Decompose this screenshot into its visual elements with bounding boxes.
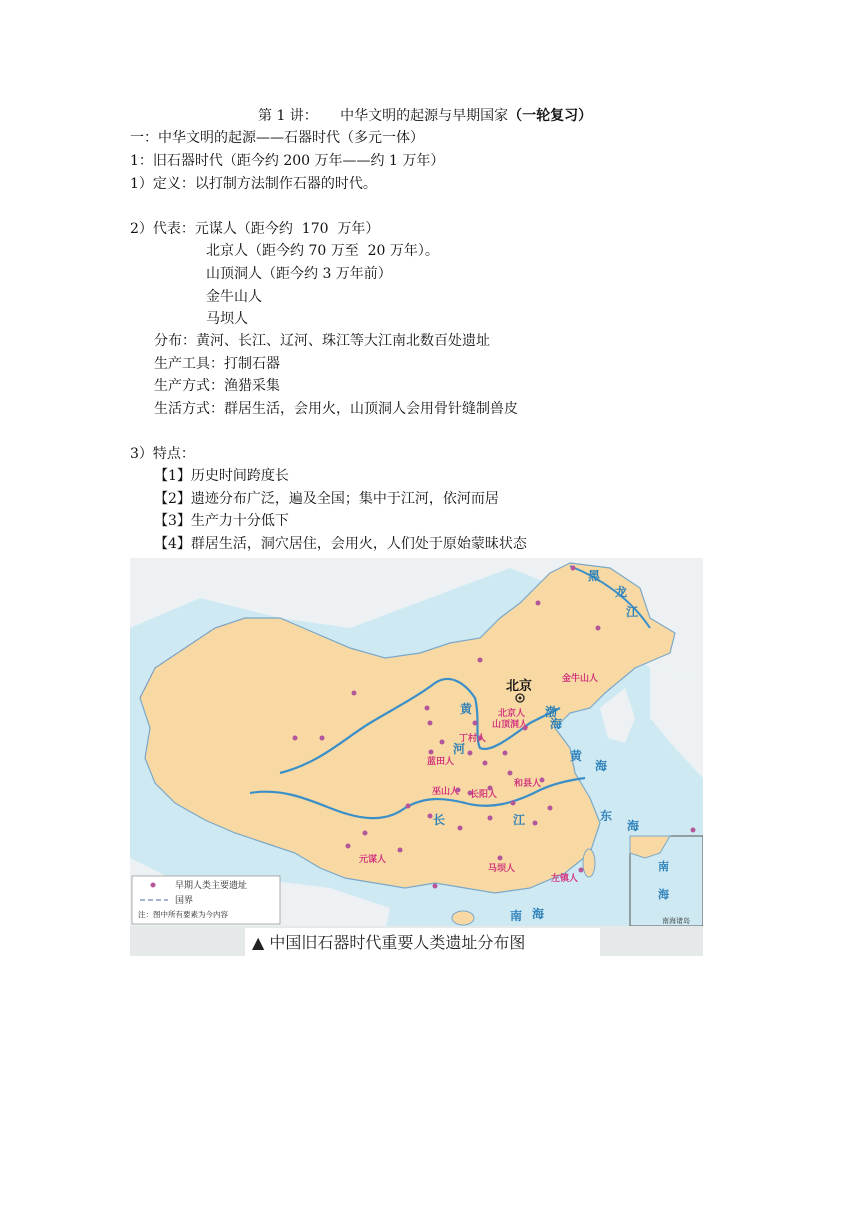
heading-origin: 一：中华文明的起源——石器时代（多元一体） [130, 130, 424, 146]
sea-label-nanhai: 海 [532, 907, 545, 921]
site-label-wushan: 巫山人 [432, 787, 460, 797]
features-heading: 3）特点： [130, 446, 195, 462]
feature-4: 【4】群居生活，洞穴居住，会用火，人们处于原始蒙昧状态 [154, 536, 527, 552]
river-label-long: 龙 [615, 585, 628, 599]
hainan-island [452, 911, 474, 925]
site-label-zuozhen: 左镇人 [551, 874, 579, 884]
representative-beijing: 北京人（距今约 70 万至 20 万年）。 [206, 243, 439, 259]
site-label-dingcun: 丁村人 [459, 734, 487, 744]
definition-line: 1）定义：以打制方法制作石器的时代。 [130, 176, 377, 192]
title-suffix: （一轮复习） [508, 108, 593, 124]
map-legend [132, 876, 280, 924]
feature-1: 【1】历史时间跨度长 [154, 468, 289, 484]
inset-label: 南海诸岛 [662, 917, 690, 925]
site-label-changyang: 长阳人 [470, 790, 498, 800]
sea-label-dong: 东 [600, 809, 613, 823]
site-label-jinniushan: 金牛山人 [562, 674, 599, 684]
inset-sea-hai: 海 [658, 888, 669, 901]
heading-paleolithic: 1：旧石器时代（距今约 200 万年——约 1 万年） [130, 153, 445, 169]
taiwan-island [583, 849, 595, 877]
production-line: 生产方式：渔猎采集 [154, 378, 280, 394]
sea-label-huanghai: 海 [595, 759, 608, 773]
site-label-shandingdong: 山顶洞人 [492, 720, 529, 730]
inset-sea-nan: 南 [658, 860, 669, 873]
site-label-beijingren: 北京人 [498, 709, 526, 719]
river-label-he: 河 [453, 742, 466, 756]
representative-jinniushan: 金牛山人 [206, 289, 262, 305]
legend-border-label: 国界 [175, 896, 194, 906]
tools-line: 生产工具：打制石器 [154, 356, 280, 372]
river-label-chang: 长 [433, 813, 446, 827]
river-label-huang: 黄 [460, 702, 473, 716]
feature-2: 【2】遗迹分布广泛，遍及全国；集中于江河，依河而居 [154, 491, 499, 507]
river-label-jiang: 江 [513, 813, 526, 827]
sea-label-nan: 南 [510, 909, 523, 923]
distribution-line: 分布：黄河、长江、辽河、珠江等大江南北数百处遗址 [154, 333, 490, 349]
representative-maba: 马坝人 [206, 311, 248, 327]
representative-line: 2）代表：元谋人（距今约 170 万年） [130, 221, 380, 237]
south-china-sea-inset [630, 836, 703, 926]
document-title [258, 106, 592, 126]
site-label-yuanmou: 元谋人 [359, 855, 387, 865]
representative-shandingdong: 山顶洞人（距今约 3 万年前） [206, 266, 392, 282]
legend-site-label: 早期人类主要遗址 [175, 881, 248, 891]
sea-label-huang: 黄 [570, 749, 583, 763]
capital-label: 北京 [506, 679, 533, 694]
title-prefix: 第 1 讲： [258, 108, 318, 124]
site-label-lantian: 蓝田人 [427, 757, 455, 767]
legend-site-icon [151, 883, 156, 888]
feature-3: 【3】生产力十分低下 [154, 513, 289, 529]
map-caption: ▲ 中国旧石器时代重要人类遗址分布图 [252, 933, 526, 952]
sea-label-bo: 渤 [545, 705, 558, 719]
sea-label-bohai: 海 [550, 717, 563, 731]
lifestyle-line: 生活方式：群居生活，会用火，山顶洞人会用骨针缝制兽皮 [154, 401, 518, 417]
legend-note: 注：图中所有要素为今内容 [138, 910, 228, 919]
site-label-maba: 马坝人 [488, 864, 516, 874]
river-label-heijiang: 江 [626, 605, 639, 619]
sea-label-donghai: 海 [627, 819, 640, 833]
river-label-hei: 黑 [588, 569, 601, 583]
title-main: 中华文明的起源与早期国家 [340, 108, 509, 124]
paleolithic-sites-map [130, 558, 703, 956]
site-label-hexian: 和县人 [514, 779, 542, 789]
